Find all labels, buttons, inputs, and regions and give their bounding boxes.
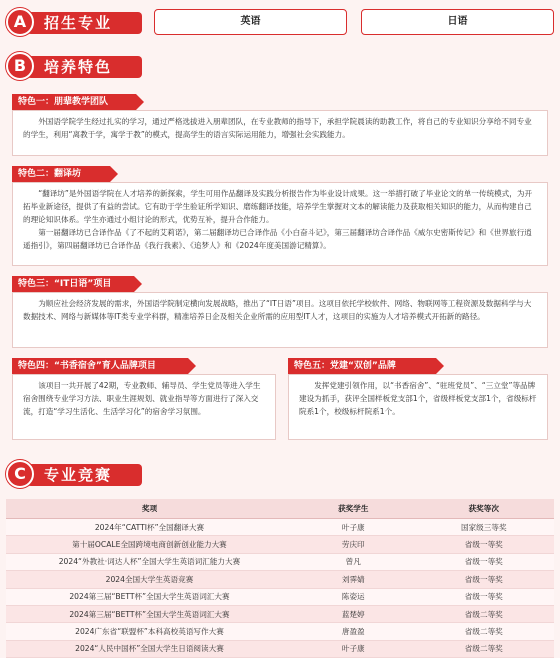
award-student: 劳庆印 xyxy=(293,536,414,553)
header-level: 获奖等次 xyxy=(414,499,554,519)
table-row xyxy=(6,588,554,605)
award-name: 第十届OCALE全国跨境电商创新创业能力大赛 xyxy=(6,536,293,553)
feature1-label: 特色一：朋辈教学团队 xyxy=(12,94,136,110)
section-a-header xyxy=(6,8,144,36)
feature2-box xyxy=(12,182,548,266)
award-student: 蓝楚婷 xyxy=(293,605,414,622)
section-a-letter: A xyxy=(6,8,34,36)
table-row xyxy=(6,623,554,640)
section-b-title: 培养特色 xyxy=(44,58,113,76)
table-row xyxy=(6,553,554,570)
feature2-label: 特色二：翻译坊 xyxy=(12,166,110,182)
award-student: 唐盈盈 xyxy=(293,623,414,640)
section-c-title: 专业竞赛 xyxy=(44,466,113,484)
awards-table xyxy=(6,499,554,658)
award-level: 省级一等奖 xyxy=(414,588,554,605)
award-student: 陈姿运 xyxy=(293,588,414,605)
section-b-header xyxy=(6,52,144,80)
feature3-box xyxy=(12,292,548,348)
awards-header-row xyxy=(6,499,554,519)
award-student: 刘霁婧 xyxy=(293,571,414,588)
award-level: 省级一等奖 xyxy=(414,536,554,553)
table-row xyxy=(6,571,554,588)
feature1-text: 外国语学院学生经过扎实的学习，通过严格选拔进入朋辈团队，在专业教师的指导下，承担学院晨读的助教工作，将自己的专业知识分享给不同专业的学生，利用“离教于学，寓学于教”的模式，提高学生的语言实际运用能力，增强社会实践能力。 xyxy=(23,117,532,139)
award-level: 国家级三等奖 xyxy=(414,519,554,536)
award-name: 2024全国大学生英语竞赛 xyxy=(6,571,293,588)
award-name: 2024“外教社·词达人杯”全国大学生英语词汇能力大赛 xyxy=(6,553,293,570)
award-student: 叶子康 xyxy=(293,640,414,657)
award-name: 2024年“CATTI杯”全国翻译大赛 xyxy=(6,519,293,536)
major-japanese-button[interactable]: 日语 xyxy=(361,9,554,35)
feature5-box xyxy=(288,374,548,440)
award-name: 2024第三届“BETT杯”全国大学生英语词汇大赛 xyxy=(6,605,293,622)
award-level: 省级一等奖 xyxy=(414,553,554,570)
award-student: 叶子康 xyxy=(293,519,414,536)
feature2-paragraph-1: “翻译坊”是外国语学院在人才培养的新探索，学生可用作品翻译及实践分析报告作为毕业设计成果。这一举措打破了毕业论文的单一传统模式，为开拓毕业新途径，提供了有益的尝试。它有助于学生验证所学知识、磨练翻译技能，培养学生掌握对文本的解读能力及获取相关知识的能力，从而构建自己的理论知识体系。学生亦通过小组讨论的形式，优势互补，提升合作能力。 xyxy=(23,189,533,224)
award-level: 省级二等奖 xyxy=(414,605,554,622)
award-level: 省级一等奖 xyxy=(414,571,554,588)
feature2-paragraph-2: 第一届翻译坊已合译作品《了不起的艾莉诺》，第二届翻译坊已合译作品《小白奋斗记》，第三届翻译坊合译作品《威尔史密斯传记》和《世界旅行逍遥指引》，第四届翻译坊已合译作品《我行我素》、《追梦人》和《2024年度美国游记精算》。 xyxy=(23,228,532,250)
feature1-box xyxy=(12,110,548,156)
section-a-title: 招生专业 xyxy=(44,14,113,32)
feature4-label: 特色四：“书香宿舍”育人品牌项目 xyxy=(12,358,188,374)
feature5-text: 发挥党建引领作用，以“书香宿舍”、“驻班党员”、“三立堂”等品牌建设为抓手，获评全国样板党支部1个，省级样板党支部1个，省级标杆院系1个，校级标杆院系1个。 xyxy=(299,381,537,416)
award-name: 2024“人民中国杯”全国大学生日语阅读大赛 xyxy=(6,640,293,657)
feature5-label: 特色五：党建“双创”品牌 xyxy=(288,358,436,374)
major-english-button[interactable]: 英语 xyxy=(154,9,347,35)
award-level: 省级二等奖 xyxy=(414,640,554,657)
table-row xyxy=(6,519,554,536)
table-row xyxy=(6,536,554,553)
section-c-letter: C xyxy=(6,460,34,488)
header-student: 获奖学生 xyxy=(293,499,414,519)
feature3-text: 为顺应社会经济发展的需求，外国语学院制定横向发展战略，推出了“IT日语”项目。这项目依托学校软件、网络、物联网等工程资源及数据科学与大数据技术、网络与新媒体等IT类专业学科群，精准培养日企及相关企业所需的应用型IT人才，这项目的实施为人才培养模式开拓新的路径。 xyxy=(23,299,532,321)
award-student: 曾凡 xyxy=(293,553,414,570)
feature3-label: 特色三：“IT日语”项目 xyxy=(12,276,134,292)
header-award: 奖项 xyxy=(6,499,293,519)
award-name: 2024广东省“联盟杯”本科高校英语写作大赛 xyxy=(6,623,293,640)
section-b-letter: B xyxy=(6,52,34,80)
table-row xyxy=(6,605,554,622)
award-name: 2024第三届“BETT杯”全国大学生英语词汇大赛 xyxy=(6,588,293,605)
feature4-text: 该项目一共开展了42期，专业教师、辅导员、学生党员等进入学生宿舍围绕专业学习方法、职业生涯规划、就业指导等方面进行了深入交流，打造“学习生活化、生活学习化”的宿舍学习氛围。 xyxy=(23,381,261,416)
section-c-header xyxy=(6,460,144,488)
award-level: 省级二等奖 xyxy=(414,623,554,640)
feature4-box xyxy=(12,374,276,440)
